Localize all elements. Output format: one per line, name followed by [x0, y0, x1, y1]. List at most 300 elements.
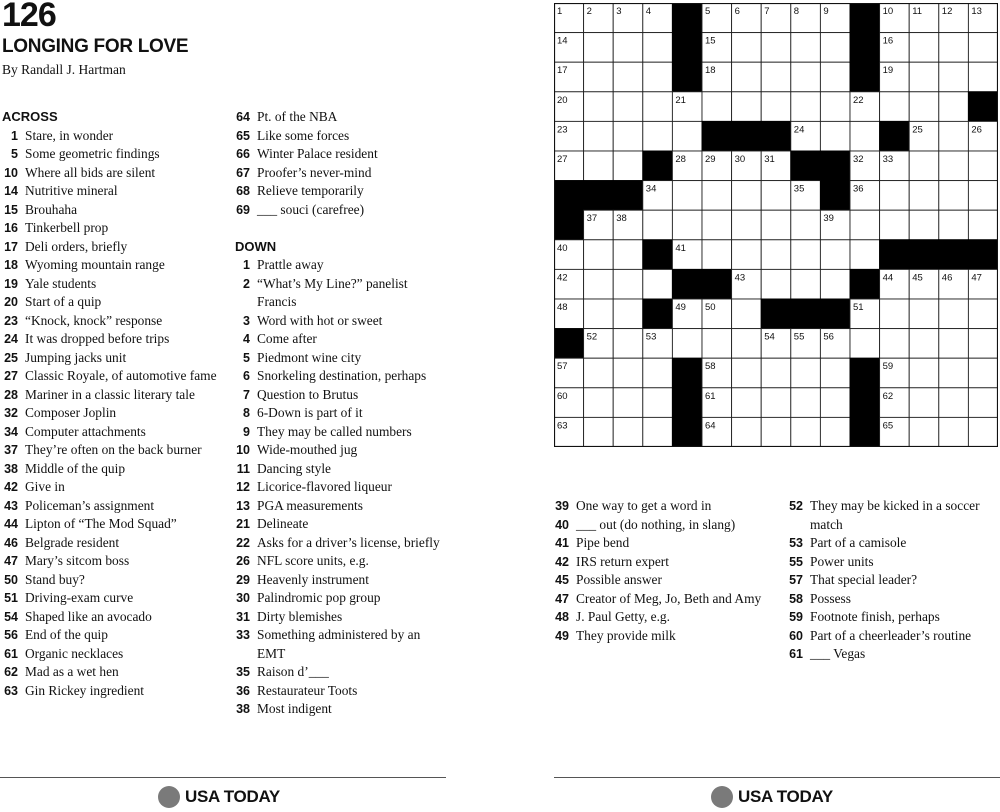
- grid-block: [584, 181, 614, 211]
- down-clue: [235, 367, 450, 386]
- grid-cell-number: 52: [586, 331, 598, 343]
- clue-text: Give in: [25, 479, 65, 494]
- grid-cell: [880, 181, 910, 211]
- grid-cell: [791, 240, 821, 270]
- clue-number: 33: [236, 628, 250, 642]
- across-clue: [2, 145, 220, 164]
- across-clue: [235, 127, 450, 146]
- grid-cell: [672, 121, 702, 151]
- byline: By Randall J. Hartman: [2, 62, 126, 77]
- grid-cell: [909, 388, 939, 418]
- clue-number: 38: [236, 702, 250, 716]
- grid-cell-number: 64: [705, 420, 716, 432]
- across-clues-column-2: [235, 108, 450, 719]
- across-clue: [2, 404, 220, 423]
- grid-block: [732, 121, 762, 151]
- grid-cell: [850, 121, 880, 151]
- clue-text: Tinkerbell prop: [25, 220, 109, 235]
- across-clue: [2, 663, 220, 682]
- clue-text: Creator of Meg, Jo, Beth and Amy: [576, 590, 762, 606]
- grid-cell-number: 22: [853, 94, 864, 106]
- grid-cell: [909, 151, 939, 181]
- down-clue: [554, 497, 769, 516]
- across-clue: [235, 145, 450, 164]
- clue-text: ___ souci (carefree): [257, 201, 365, 217]
- clue-text: Question to Brutus: [257, 386, 359, 402]
- usa-today-dot-icon: [158, 786, 180, 808]
- across-clue: [2, 441, 220, 460]
- grid-block: [820, 299, 850, 329]
- brand-text-right: USA TODAY: [738, 787, 833, 806]
- usa-today-logo-right: [711, 786, 833, 808]
- down-clue: [554, 627, 769, 646]
- down-clue: [554, 590, 769, 609]
- clue-text: Proofer’s never-mind: [257, 164, 372, 180]
- down-clue: [235, 441, 450, 460]
- grid-cell-number: 45: [912, 272, 923, 284]
- clue-number: 26: [236, 554, 250, 568]
- grid-cell: [672, 329, 702, 359]
- across-clue: [2, 497, 220, 516]
- clue-number: 18: [4, 258, 18, 272]
- grid-cell: [613, 358, 643, 388]
- grid-cell: [968, 62, 998, 92]
- grid-cell-number: 60: [557, 390, 568, 402]
- grid-cell: [820, 121, 850, 151]
- grid-block: [850, 3, 880, 33]
- grid-block: [672, 33, 702, 63]
- down-clue: [235, 404, 450, 423]
- grid-cell: [584, 417, 614, 447]
- grid-cell: [732, 92, 762, 122]
- grid-cell: [643, 62, 673, 92]
- clue-number: 42: [555, 554, 569, 569]
- grid-cell-number: 9: [823, 6, 829, 17]
- clue-number: 11: [236, 461, 250, 476]
- grid-cell-number: 44: [882, 272, 894, 284]
- clue-number: 31: [236, 609, 250, 624]
- clue-number: 64: [236, 110, 250, 124]
- clue-text: Possible answer: [576, 572, 662, 587]
- grid-cell-number: 26: [971, 124, 982, 136]
- down-clue: [784, 645, 999, 664]
- grid-cell-number: 16: [882, 35, 894, 47]
- clue-text: It was dropped before trips: [25, 331, 170, 346]
- grid-cell-number: 21: [675, 94, 686, 106]
- down-clues-column-2: [554, 497, 769, 645]
- crossword-grid: [554, 3, 998, 447]
- grid-cell: [613, 151, 643, 181]
- grid-cell-number: 8: [793, 6, 800, 17]
- grid-cell-number: 17: [557, 65, 568, 77]
- grid-cell: [732, 181, 762, 211]
- down-clue: [784, 553, 999, 572]
- grid-cell-number: 59: [882, 361, 894, 373]
- across-clue: [2, 626, 220, 645]
- grid-cell-number: 62: [882, 390, 894, 402]
- grid-cell: [613, 299, 643, 329]
- grid-cell-number: 34: [645, 183, 657, 195]
- clue-number: 9: [243, 424, 250, 439]
- grid-cell-number: 54: [764, 331, 775, 343]
- grid-cell: [672, 181, 702, 211]
- down-clue: [235, 515, 450, 534]
- clue-text: Wyoming mountain range: [25, 257, 165, 272]
- grid-cell: [732, 329, 762, 359]
- grid-cell-number: 53: [645, 331, 657, 343]
- grid-cell: [761, 92, 791, 122]
- clue-number: 47: [555, 591, 569, 606]
- grid-cell: [732, 62, 762, 92]
- clue-text: They provide milk: [576, 627, 676, 643]
- grid-cell: [939, 181, 969, 211]
- down-clue: [235, 256, 450, 275]
- clue-text: Piedmont wine city: [257, 349, 362, 365]
- across-clue: [2, 571, 220, 590]
- clue-number: 10: [236, 443, 250, 457]
- clue-text: Dirty blemishes: [257, 608, 343, 624]
- grid-cell: [909, 181, 939, 211]
- grid-cell-number: 14: [557, 35, 568, 47]
- clue-text: Classic Royale, of automotive fame: [25, 368, 217, 383]
- clue-text: They may be called numbers: [257, 423, 412, 439]
- grid-block: [643, 299, 673, 329]
- clue-text: Pt. of the NBA: [257, 109, 338, 124]
- clue-number: 58: [789, 591, 803, 606]
- grid-cell: [613, 92, 643, 122]
- clue-text: One way to get a word in: [576, 498, 712, 513]
- grid-cell: [880, 329, 910, 359]
- clue-number: 5: [11, 147, 18, 161]
- clue-text: End of the quip: [25, 627, 108, 642]
- grid-cell: [584, 388, 614, 418]
- grid-block: [554, 181, 584, 211]
- clue-text: Some geometric findings: [25, 146, 160, 161]
- down-clue: [235, 460, 450, 479]
- grid-cell: [820, 62, 850, 92]
- clue-text: Part of a cheerleader’s routine: [810, 627, 972, 643]
- clue-text: Where all bids are silent: [25, 164, 156, 180]
- grid-block: [880, 240, 910, 270]
- grid-cell-number: 29: [705, 154, 716, 165]
- clue-number: 56: [4, 628, 18, 642]
- down-clue: [235, 626, 450, 663]
- clue-text: Deli orders, briefly: [25, 238, 128, 254]
- grid-cell: [761, 358, 791, 388]
- clue-number: 42: [4, 480, 18, 494]
- clue-text: Computer attachments: [25, 423, 146, 439]
- across-clue: [2, 515, 220, 534]
- crossword-grid-svg: [554, 3, 998, 447]
- across-clue: [2, 164, 220, 183]
- grid-cell: [909, 299, 939, 329]
- clue-number: 62: [4, 665, 18, 679]
- clue-text: Yale students: [25, 275, 97, 291]
- across-clue: [2, 256, 220, 275]
- clue-text: Nutritive mineral: [25, 183, 118, 198]
- across-clue: [235, 108, 450, 127]
- across-clue: [2, 460, 220, 479]
- grid-block: [880, 121, 910, 151]
- clue-text: NFL score units, e.g.: [257, 553, 369, 568]
- grid-cell: [613, 121, 643, 151]
- grid-block: [939, 240, 969, 270]
- grid-cell: [643, 210, 673, 240]
- grid-cell-number: 25: [912, 124, 923, 136]
- clue-number: 10: [4, 165, 18, 180]
- grid-cell: [613, 417, 643, 447]
- grid-cell: [761, 240, 791, 270]
- grid-block: [791, 151, 821, 181]
- grid-cell: [761, 269, 791, 299]
- clue-number: 5: [243, 350, 250, 365]
- clue-number: 32: [4, 406, 18, 420]
- down-clue: [235, 552, 450, 571]
- grid-cell: [761, 388, 791, 418]
- grid-block: [613, 181, 643, 211]
- clue-number: 68: [236, 184, 250, 198]
- across-clue: [2, 478, 220, 497]
- across-clues-column-1: [2, 108, 220, 700]
- clue-text: Come after: [257, 331, 317, 346]
- clue-number: 17: [4, 239, 18, 254]
- clue-number: 2: [243, 276, 250, 291]
- grid-cell-number: 38: [616, 213, 627, 225]
- grid-cell: [584, 151, 614, 181]
- clue-text: Stand buy?: [25, 571, 85, 587]
- clue-number: 15: [4, 202, 18, 217]
- clue-text: PGA measurements: [257, 497, 363, 513]
- grid-cell: [820, 33, 850, 63]
- clue-number: 60: [789, 628, 803, 643]
- grid-cell: [672, 210, 702, 240]
- grid-cell-number: 2: [586, 6, 592, 17]
- grid-cell: [791, 417, 821, 447]
- clue-number: 61: [4, 646, 18, 661]
- grid-cell: [909, 62, 939, 92]
- clue-number: 6: [243, 369, 250, 383]
- down-clue: [784, 590, 999, 609]
- clue-number: 46: [4, 535, 18, 550]
- grid-block: [850, 269, 880, 299]
- grid-cell-number: 39: [823, 213, 834, 225]
- clue-number: 63: [4, 683, 18, 698]
- clue-text: “Knock, knock” response: [25, 312, 163, 328]
- grid-cell: [643, 33, 673, 63]
- grid-cell: [968, 417, 998, 447]
- across-clue: [2, 219, 220, 238]
- grid-block: [672, 417, 702, 447]
- grid-cell: [584, 62, 614, 92]
- grid-cell: [820, 269, 850, 299]
- down-clue: [235, 682, 450, 701]
- grid-cell: [968, 210, 998, 240]
- clue-text: Mad as a wet hen: [25, 664, 119, 679]
- clue-number: 25: [4, 350, 18, 365]
- grid-cell: [791, 33, 821, 63]
- clue-number: 69: [236, 202, 250, 217]
- grid-cell: [791, 358, 821, 388]
- clue-text: That special leader?: [810, 572, 918, 587]
- clue-number: 14: [4, 184, 18, 198]
- grid-block: [850, 62, 880, 92]
- grid-cell: [968, 33, 998, 63]
- grid-block: [672, 388, 702, 418]
- grid-cell: [850, 210, 880, 240]
- grid-block: [554, 210, 584, 240]
- grid-cell: [643, 92, 673, 122]
- grid-cell: [939, 121, 969, 151]
- grid-cell: [939, 329, 969, 359]
- grid-cell-number: 7: [764, 6, 770, 17]
- clue-number: 29: [236, 572, 250, 587]
- grid-cell: [880, 299, 910, 329]
- grid-block: [909, 240, 939, 270]
- grid-block: [672, 62, 702, 92]
- clue-text: “What’s My Line?” panelist Francis: [257, 275, 408, 309]
- grid-block: [643, 151, 673, 181]
- down-clue: [235, 700, 450, 719]
- clue-number: 1: [243, 258, 250, 272]
- across-clue: [2, 534, 220, 553]
- usa-today-logo-left: [158, 786, 280, 808]
- grid-cell-number: 63: [557, 420, 568, 432]
- down-clue: [554, 516, 769, 535]
- clue-number: 21: [236, 517, 250, 531]
- down-clue: [235, 312, 450, 331]
- clue-text: Snorkeling destination, perhaps: [257, 368, 427, 383]
- down-clue: [784, 627, 999, 646]
- clue-number: 51: [4, 591, 18, 605]
- grid-cell: [968, 299, 998, 329]
- across-clue: [235, 201, 450, 220]
- clue-number: 44: [4, 517, 18, 531]
- grid-cell-number: 40: [557, 242, 568, 254]
- grid-cell: [732, 240, 762, 270]
- grid-cell: [732, 210, 762, 240]
- clue-number: 27: [4, 369, 18, 383]
- grid-cell: [791, 269, 821, 299]
- grid-cell: [643, 358, 673, 388]
- grid-cell: [584, 33, 614, 63]
- clue-number: 45: [555, 573, 569, 587]
- clue-number: 4: [243, 332, 250, 346]
- clue-text: Pipe bend: [576, 535, 630, 550]
- clue-text: Relieve temporarily: [257, 183, 364, 198]
- across-clue: [2, 201, 220, 220]
- grid-cell: [791, 388, 821, 418]
- down-clue: [235, 386, 450, 405]
- grid-cell: [880, 92, 910, 122]
- grid-block: [850, 358, 880, 388]
- grid-cell: [939, 151, 969, 181]
- grid-cell-number: 55: [793, 331, 805, 343]
- clue-text: Footnote finish, perhaps: [810, 609, 940, 624]
- down-clue: [235, 349, 450, 368]
- across-clue: [235, 182, 450, 201]
- clue-number: 30: [236, 591, 250, 605]
- grid-cell: [820, 240, 850, 270]
- clue-text: Lipton of “The Mod Squad”: [25, 516, 177, 531]
- grid-cell: [584, 269, 614, 299]
- grid-cell: [791, 62, 821, 92]
- clue-text: Dancing style: [257, 460, 332, 476]
- clue-number: 67: [236, 165, 250, 180]
- clue-text: IRS return expert: [576, 553, 669, 569]
- grid-block: [850, 33, 880, 63]
- grid-cell-number: 65: [882, 420, 894, 432]
- clue-text: Licorice-flavored liqueur: [257, 479, 392, 494]
- clue-number: 35: [236, 665, 250, 679]
- down-clue: [235, 275, 450, 312]
- grid-cell: [761, 210, 791, 240]
- grid-cell-number: 28: [675, 154, 686, 165]
- across-clue: [2, 127, 220, 146]
- down-clue: [784, 497, 999, 534]
- across-clue: [2, 682, 220, 701]
- grid-cell-number: 32: [853, 154, 864, 165]
- grid-cell: [732, 299, 762, 329]
- clue-number: 61: [789, 647, 803, 661]
- grid-cell: [761, 62, 791, 92]
- grid-cell: [968, 151, 998, 181]
- clue-number: 48: [555, 610, 569, 624]
- clue-text: Like some forces: [257, 127, 350, 143]
- clue-number: 55: [789, 554, 803, 569]
- across-clue: [2, 275, 220, 294]
- clue-text: Middle of the quip: [25, 460, 126, 476]
- clue-number: 22: [236, 535, 250, 550]
- grid-block: [702, 121, 732, 151]
- grid-cell: [820, 92, 850, 122]
- across-heading: ACROSS: [2, 109, 58, 124]
- grid-cell: [732, 33, 762, 63]
- clue-text: They’re often on the back burner: [25, 442, 202, 457]
- grid-block: [672, 3, 702, 33]
- grid-cell: [820, 417, 850, 447]
- grid-cell-number: 37: [586, 213, 598, 225]
- puzzle-title: LONGING FOR LOVE: [2, 36, 189, 57]
- grid-cell-number: 1: [557, 6, 563, 17]
- down-clue: [235, 330, 450, 349]
- clue-number: 3: [243, 313, 250, 328]
- grid-cell: [939, 417, 969, 447]
- clue-number: 1: [11, 128, 18, 143]
- clue-number: 57: [789, 573, 803, 587]
- clue-number: 24: [4, 332, 18, 346]
- across-clue: [2, 367, 220, 386]
- clue-text: Stare, in wonder: [25, 127, 114, 143]
- grid-block: [791, 299, 821, 329]
- clue-number: 47: [4, 554, 18, 568]
- grid-cell: [702, 92, 732, 122]
- grid-cell: [909, 210, 939, 240]
- clue-number: 7: [243, 387, 250, 402]
- clue-number: 34: [4, 424, 18, 439]
- grid-cell-number: 31: [764, 154, 775, 165]
- clue-text: Possess: [810, 590, 851, 606]
- grid-block: [850, 388, 880, 418]
- grid-cell: [613, 269, 643, 299]
- clue-text: Shaped like an avocado: [25, 608, 152, 624]
- grid-cell: [880, 210, 910, 240]
- grid-cell: [584, 240, 614, 270]
- clue-number: 36: [236, 683, 250, 698]
- grid-cell: [761, 33, 791, 63]
- grid-cell: [939, 210, 969, 240]
- grid-cell: [939, 33, 969, 63]
- grid-block: [702, 269, 732, 299]
